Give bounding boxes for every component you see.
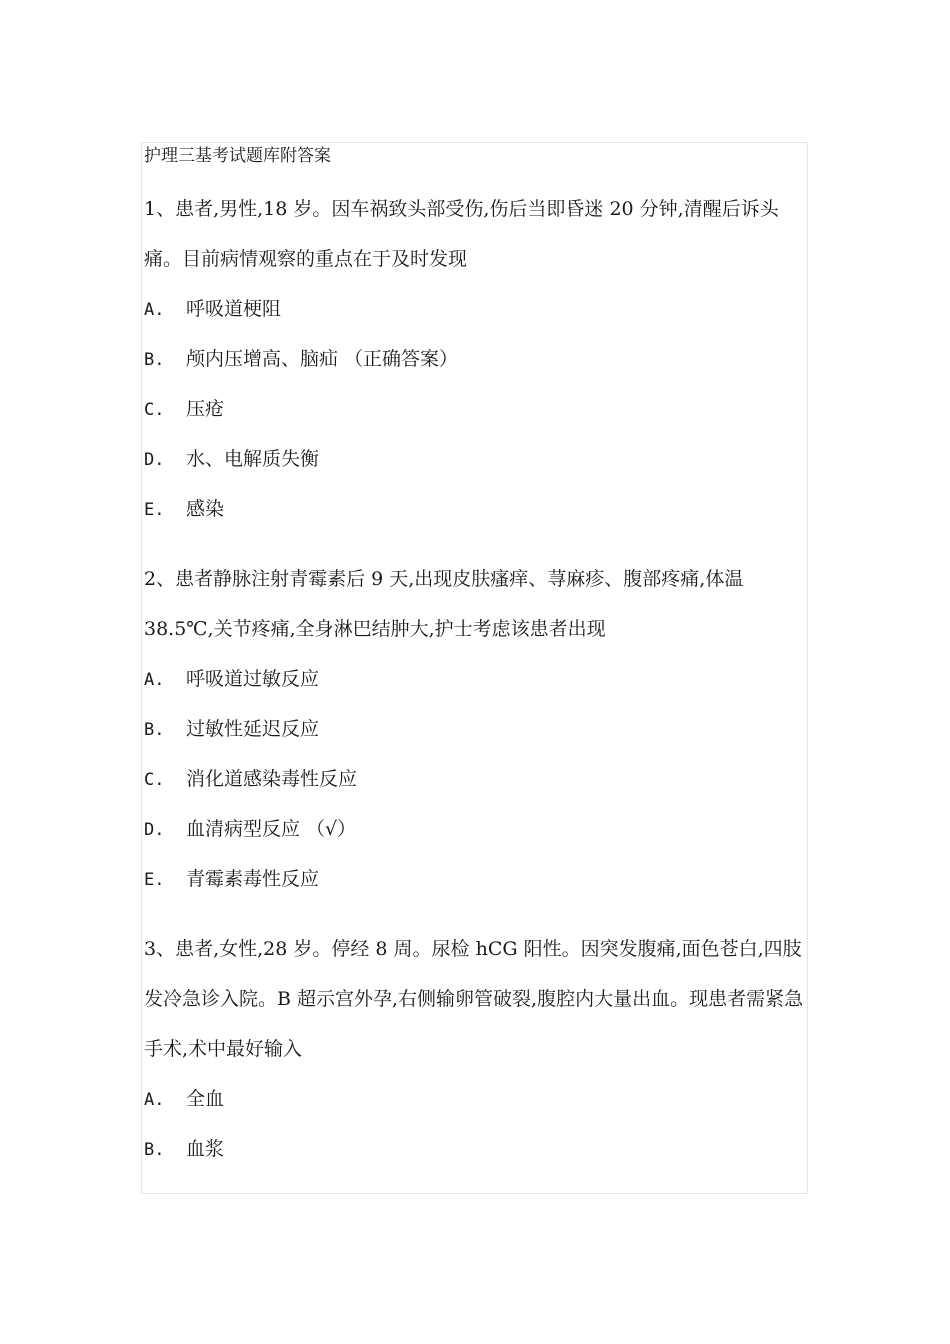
option-text: 水、电解质失衡: [186, 448, 320, 470]
option-text: 过敏性延迟反应: [186, 718, 320, 740]
option-text: 青霉素毒性反应: [186, 868, 320, 890]
option-letter: A.: [144, 670, 165, 690]
option-letter: A.: [144, 300, 165, 320]
option-text: 血清病型反应 （√）: [186, 818, 357, 840]
option-c: [144, 384, 806, 434]
option-list: [144, 1074, 806, 1174]
option-e: [144, 854, 806, 904]
option-text: 感染: [186, 498, 225, 520]
option-letter: C.: [144, 400, 165, 420]
option-b: [144, 1124, 806, 1174]
document-body: [144, 142, 806, 1174]
question-2: [144, 554, 806, 904]
option-d: [144, 804, 806, 854]
option-letter: B.: [144, 720, 165, 740]
document-title: 护理三基考试题库附答案: [144, 146, 331, 166]
option-text: 呼吸道过敏反应: [186, 668, 320, 690]
option-d: [144, 434, 806, 484]
option-c: [144, 754, 806, 804]
option-text: 全血: [186, 1088, 225, 1110]
option-a: [144, 654, 806, 704]
option-a: [144, 1074, 806, 1124]
option-letter: D.: [144, 450, 165, 470]
question-3: [144, 924, 806, 1174]
question-1: [144, 184, 806, 534]
option-e: [144, 484, 806, 534]
option-letter: E.: [144, 870, 165, 890]
option-text: 呼吸道梗阻: [186, 298, 282, 320]
question-stem: 1、患者,男性,18 岁。因车祸致头部受伤,伤后当即昏迷 20 分钟,清醒后诉头痛。目前病情观察的重点在于及时发现: [144, 198, 779, 270]
option-letter: A.: [144, 1090, 165, 1110]
option-text: 颅内压增高、脑疝 （正确答案）: [186, 348, 459, 370]
option-letter: D.: [144, 820, 165, 840]
option-list: [144, 654, 806, 904]
option-letter: B.: [144, 1140, 165, 1160]
question-stem: 3、患者,女性,28 岁。停经 8 周。尿检 hCG 阳性。因突发腹痛,面色苍白,四肢发冷急诊入院。B 超示宫外孕,右侧输卵管破裂,腹腔内大量出血。现患者需紧急手术,术中最好输入: [144, 938, 804, 1060]
option-text: 压疮: [186, 398, 225, 420]
option-list: [144, 284, 806, 534]
question-stem: 2、患者静脉注射青霉素后 9 天,出现皮肤瘙痒、荨麻疹、腹部疼痛,体温 38.5℃,关节疼痛,全身淋巴结肿大,护士考虑该患者出现: [144, 568, 744, 640]
option-letter: B.: [144, 350, 165, 370]
option-letter: E.: [144, 500, 165, 520]
option-letter: C.: [144, 770, 165, 790]
option-b: [144, 704, 806, 754]
option-text: 消化道感染毒性反应: [186, 768, 358, 790]
option-b: [144, 334, 806, 384]
option-a: [144, 284, 806, 334]
option-text: 血浆: [186, 1138, 225, 1160]
